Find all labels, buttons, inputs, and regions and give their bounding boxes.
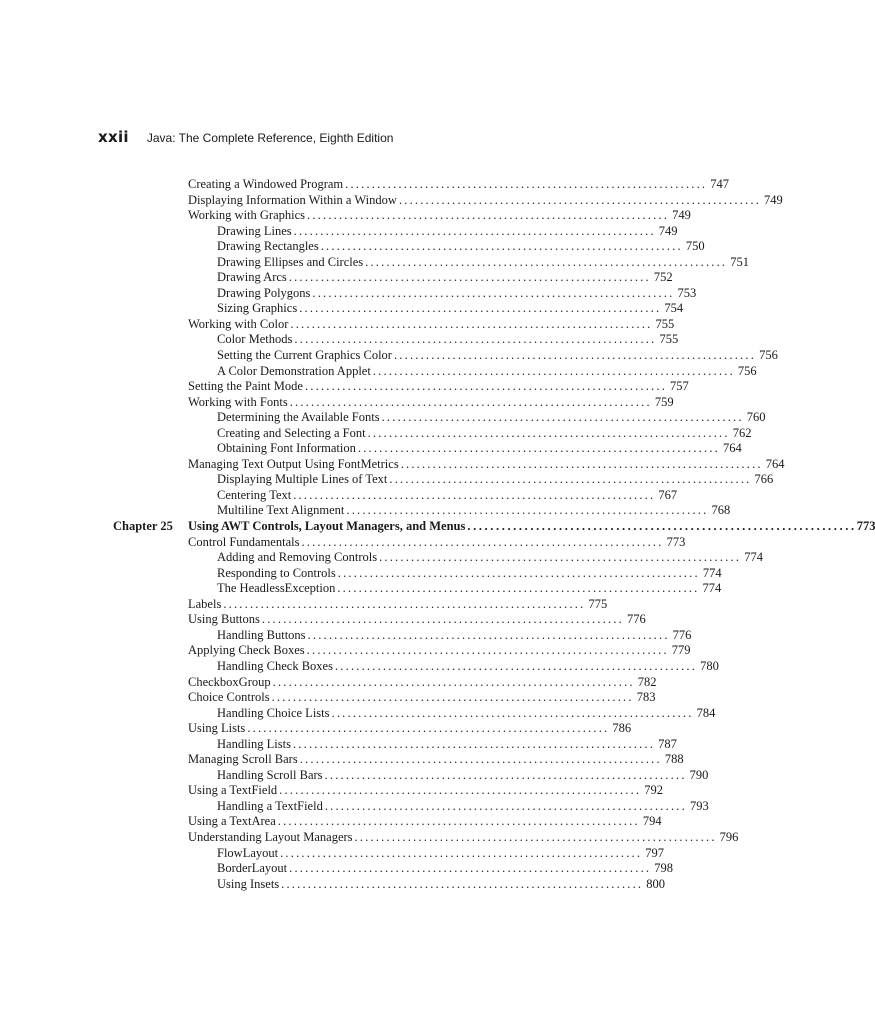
dot-leader: .................................................................... bbox=[281, 876, 644, 891]
dot-leader: .................................................................... bbox=[346, 503, 709, 518]
toc-row bbox=[0, 581, 792, 597]
entry-title: Handling a TextField bbox=[217, 798, 323, 813]
dot-leader: .................................................................... bbox=[306, 643, 669, 658]
toc-row bbox=[0, 224, 792, 240]
toc-row bbox=[0, 457, 792, 473]
entry-page-number: 798 bbox=[654, 861, 673, 876]
entry-page-number: 774 bbox=[702, 581, 722, 596]
entry-title: Multiline Text Alignment bbox=[217, 503, 345, 518]
entry-page-number: 764 bbox=[722, 441, 742, 456]
entry-page-number: 751 bbox=[730, 254, 750, 269]
toc-row bbox=[0, 426, 792, 442]
entry-title: Using a TextField bbox=[188, 783, 278, 798]
entry-title: Understanding Layout Managers bbox=[188, 829, 353, 844]
toc-row bbox=[0, 270, 792, 286]
toc-entry bbox=[188, 177, 729, 193]
toc-entry bbox=[188, 829, 739, 846]
entry-page-number: 754 bbox=[664, 301, 684, 316]
entry-title: Creating and Selecting a Font bbox=[217, 425, 366, 440]
dot-leader: .................................................................... bbox=[389, 472, 752, 487]
dot-leader: .................................................................... bbox=[379, 550, 742, 565]
dot-leader: .................................................................... bbox=[345, 177, 708, 191]
toc-row bbox=[0, 768, 792, 784]
entry-page-number: 790 bbox=[689, 767, 709, 782]
entry-page-number: 773 bbox=[856, 519, 875, 534]
toc-entry bbox=[217, 798, 709, 815]
toc-row bbox=[0, 846, 792, 862]
entry-page-number: 753 bbox=[677, 285, 697, 300]
entry-title: Setting the Paint Mode bbox=[188, 379, 303, 394]
entry-page-number: 786 bbox=[612, 721, 632, 736]
toc-row bbox=[0, 379, 792, 395]
dot-leader: .................................................................... bbox=[400, 456, 763, 471]
toc-entry bbox=[217, 705, 716, 722]
entry-page-number: 782 bbox=[637, 674, 657, 689]
entry-page-number: 776 bbox=[627, 612, 646, 627]
entry-title: A Color Demonstration Applet bbox=[217, 363, 371, 378]
dot-leader: .................................................................... bbox=[279, 783, 642, 798]
entry-title: Determining the Available Fonts bbox=[217, 410, 380, 425]
entry-page-number: 755 bbox=[655, 316, 675, 331]
toc-entry bbox=[188, 596, 608, 613]
toc-entry bbox=[217, 441, 742, 457]
toc-entry bbox=[217, 348, 778, 364]
dot-leader: .................................................................... bbox=[324, 798, 687, 813]
toc-entry bbox=[217, 472, 774, 488]
toc-entry bbox=[188, 814, 662, 830]
toc-row bbox=[0, 737, 792, 753]
entry-page-number: 756 bbox=[759, 348, 778, 363]
toc-entry bbox=[217, 658, 719, 675]
toc-entry bbox=[217, 581, 722, 597]
toc-row bbox=[0, 488, 792, 504]
toc-entry bbox=[188, 752, 684, 768]
toc-row bbox=[0, 690, 792, 706]
entry-title: Handling Buttons bbox=[217, 627, 306, 642]
chapter-entry bbox=[188, 519, 875, 535]
chapter-label: Chapter 25 bbox=[113, 519, 173, 534]
entry-title: Centering Text bbox=[217, 487, 292, 502]
entry-page-number: 800 bbox=[646, 876, 666, 891]
entry-page-number: 749 bbox=[658, 223, 678, 238]
entry-title: Drawing Polygons bbox=[217, 285, 311, 300]
dot-leader: .................................................................... bbox=[294, 332, 657, 347]
entry-title: Drawing Ellipses and Circles bbox=[217, 254, 364, 269]
entry-page-number: 784 bbox=[696, 705, 716, 720]
toc-row bbox=[0, 317, 792, 333]
toc-entry bbox=[188, 783, 664, 799]
entry-title: Working with Color bbox=[188, 316, 289, 331]
entry-title: Handling Check Boxes bbox=[217, 658, 333, 673]
dot-leader: .................................................................... bbox=[324, 767, 687, 782]
dot-leader: .................................................................... bbox=[272, 674, 635, 689]
toc-row bbox=[0, 799, 792, 815]
entry-page-number: 767 bbox=[658, 487, 678, 502]
toc-entry bbox=[217, 301, 684, 317]
dot-leader: .................................................................... bbox=[293, 223, 656, 238]
toc-entry bbox=[217, 627, 692, 644]
toc-entry bbox=[188, 690, 656, 706]
toc-entry bbox=[188, 394, 674, 411]
toc-row bbox=[0, 830, 792, 846]
dot-leader: .................................................................... bbox=[301, 534, 664, 549]
entry-page-number: 793 bbox=[689, 798, 709, 813]
toc-entry bbox=[217, 767, 709, 784]
entry-title: Applying Check Boxes bbox=[188, 643, 305, 658]
toc-row bbox=[0, 643, 792, 659]
entry-page-number: 759 bbox=[654, 394, 674, 409]
entry-page-number: 749 bbox=[672, 208, 691, 223]
toc-entry bbox=[188, 612, 646, 628]
entry-title: Working with Fonts bbox=[188, 394, 288, 409]
toc-row bbox=[0, 535, 792, 551]
entry-page-number: 760 bbox=[746, 410, 766, 425]
toc-row bbox=[0, 628, 792, 644]
entry-page-number: 752 bbox=[653, 270, 673, 285]
entry-title: Displaying Multiple Lines of Text bbox=[217, 472, 388, 487]
dot-leader: .................................................................... bbox=[337, 565, 700, 580]
toc-row bbox=[0, 550, 792, 566]
entry-title: Color Methods bbox=[217, 332, 293, 347]
entry-title: Control Fundamentals bbox=[188, 534, 300, 549]
entry-page-number: 783 bbox=[636, 690, 656, 705]
entry-title: The HeadlessException bbox=[217, 581, 336, 596]
toc-entry bbox=[217, 550, 763, 566]
table-of-contents bbox=[0, 177, 875, 892]
entry-page-number: 775 bbox=[588, 596, 608, 611]
entry-title: CheckboxGroup bbox=[188, 674, 271, 689]
dot-leader: .................................................................... bbox=[381, 410, 744, 425]
entry-page-number: 787 bbox=[658, 736, 677, 751]
toc-row bbox=[0, 208, 792, 224]
toc-row bbox=[0, 301, 792, 317]
toc-row bbox=[0, 612, 792, 628]
entry-page-number: 797 bbox=[645, 845, 664, 860]
toc-entry bbox=[217, 425, 752, 442]
entry-title: Adding and Removing Controls bbox=[217, 550, 378, 565]
toc-entry bbox=[217, 487, 678, 504]
entry-title: Using AWT Controls, Layout Managers, and Menus bbox=[188, 519, 466, 534]
toc-entry bbox=[217, 363, 757, 380]
entry-title: Handling Scroll Bars bbox=[217, 767, 323, 782]
running-header bbox=[98, 128, 393, 147]
entry-page-number: 768 bbox=[711, 503, 731, 518]
toc-row bbox=[0, 783, 792, 799]
dot-leader: .................................................................... bbox=[290, 316, 653, 331]
entry-title: Responding to Controls bbox=[217, 565, 336, 580]
toc-row bbox=[0, 332, 792, 348]
dot-leader: .................................................................... bbox=[365, 254, 728, 269]
entry-page-number: 794 bbox=[642, 814, 662, 829]
toc-row bbox=[0, 706, 792, 722]
toc-row bbox=[0, 877, 792, 893]
entry-page-number: 796 bbox=[719, 829, 739, 844]
entry-page-number: 747 bbox=[710, 177, 729, 191]
toc-entry bbox=[217, 239, 705, 255]
entry-title: Creating a Windowed Program bbox=[188, 177, 344, 191]
toc-entry bbox=[217, 503, 731, 519]
dot-leader: .................................................................... bbox=[261, 612, 624, 627]
entry-title: Sizing Graphics bbox=[217, 301, 298, 316]
toc-row bbox=[0, 364, 792, 380]
entry-page-number: 749 bbox=[764, 192, 783, 207]
toc-row bbox=[0, 675, 792, 691]
entry-title: Managing Text Output Using FontMetrics bbox=[188, 456, 399, 471]
entry-title: FlowLayout bbox=[217, 845, 279, 860]
entry-title: Using Lists bbox=[188, 721, 246, 736]
entry-page-number: 779 bbox=[671, 643, 691, 658]
toc-entry bbox=[217, 861, 673, 877]
toc-row bbox=[0, 177, 792, 193]
toc-row bbox=[0, 814, 792, 830]
toc-entry bbox=[188, 456, 785, 473]
toc-row bbox=[0, 566, 792, 582]
dot-leader: .................................................................... bbox=[334, 658, 698, 673]
entry-title: Setting the Current Graphics Color bbox=[217, 348, 392, 363]
toc-entry bbox=[188, 379, 689, 395]
toc-row bbox=[0, 348, 792, 364]
entry-page-number: 780 bbox=[700, 658, 719, 673]
toc-row bbox=[0, 255, 792, 271]
entry-title: Displaying Information Within a Window bbox=[188, 192, 397, 207]
toc-entry bbox=[217, 270, 673, 286]
entry-title: Handling Choice Lists bbox=[217, 705, 330, 720]
entry-page-number: 762 bbox=[732, 425, 752, 440]
entry-title: Labels bbox=[188, 596, 222, 611]
toc-row bbox=[0, 721, 792, 737]
entry-page-number: 755 bbox=[659, 332, 679, 347]
toc-row bbox=[0, 193, 792, 209]
entry-page-number: 756 bbox=[737, 363, 757, 378]
entry-title: Choice Controls bbox=[188, 690, 270, 705]
dot-leader: .................................................................... bbox=[354, 829, 717, 844]
toc-entry bbox=[217, 565, 722, 582]
entry-title: Using Insets bbox=[217, 876, 280, 891]
dot-leader: .................................................................... bbox=[223, 596, 586, 611]
entry-title: Using Buttons bbox=[188, 612, 260, 627]
toc-row bbox=[0, 286, 792, 302]
toc-entry bbox=[188, 534, 686, 551]
toc-entry bbox=[217, 410, 766, 426]
entry-page-number: 774 bbox=[702, 565, 722, 580]
toc-entry bbox=[217, 285, 697, 302]
page-number: xxii bbox=[98, 128, 129, 146]
dot-leader: .................................................................... bbox=[299, 301, 662, 316]
dot-leader: .................................................................... bbox=[271, 690, 634, 705]
entry-page-number: 764 bbox=[765, 456, 785, 471]
entry-page-number: 774 bbox=[744, 550, 763, 565]
toc-entry bbox=[188, 643, 691, 659]
toc-entry bbox=[217, 254, 750, 271]
entry-title: Using a TextArea bbox=[188, 814, 276, 829]
dot-leader: .................................................................... bbox=[289, 394, 652, 409]
dot-leader: .................................................................... bbox=[331, 705, 694, 720]
dot-leader: .................................................................... bbox=[247, 721, 610, 736]
dot-leader: .................................................................... bbox=[307, 627, 670, 642]
entry-title: Handling Lists bbox=[217, 736, 291, 751]
dot-leader: .................................................................... bbox=[337, 581, 700, 596]
entry-page-number: 776 bbox=[672, 627, 692, 642]
toc-entry bbox=[217, 332, 679, 348]
entry-title: Obtaining Font Information bbox=[217, 441, 356, 456]
toc-entry bbox=[217, 223, 678, 240]
book-title: Java: The Complete Reference, Eighth Edition bbox=[146, 131, 394, 145]
dot-leader: .................................................................... bbox=[372, 363, 735, 378]
entry-title: Working with Graphics bbox=[188, 208, 306, 223]
dot-leader: .................................................................... bbox=[312, 285, 675, 300]
toc-row bbox=[0, 395, 792, 411]
dot-leader: .................................................................... bbox=[467, 519, 857, 534]
entry-page-number: 773 bbox=[666, 534, 686, 549]
toc-row bbox=[0, 441, 792, 457]
dot-leader: .................................................................... bbox=[280, 845, 643, 860]
entry-title: Drawing Rectangles bbox=[217, 239, 319, 254]
dot-leader: .................................................................... bbox=[289, 861, 652, 876]
toc-chapter-row bbox=[0, 519, 875, 535]
toc-row bbox=[0, 503, 792, 519]
toc-row bbox=[0, 659, 792, 675]
toc-entry bbox=[217, 876, 666, 893]
toc-row bbox=[0, 861, 792, 877]
dot-leader: .................................................................... bbox=[288, 270, 651, 285]
toc-row bbox=[0, 597, 792, 613]
entry-title: BorderLayout bbox=[217, 861, 288, 876]
entry-title: Managing Scroll Bars bbox=[188, 752, 298, 767]
entry-page-number: 792 bbox=[644, 783, 664, 798]
dot-leader: .................................................................... bbox=[299, 752, 662, 767]
dot-leader: .................................................................... bbox=[398, 192, 762, 207]
dot-leader: .................................................................... bbox=[277, 814, 640, 829]
toc-entry bbox=[188, 674, 657, 691]
toc-row bbox=[0, 472, 792, 488]
toc-row bbox=[0, 239, 792, 255]
toc-row bbox=[0, 410, 792, 426]
entry-page-number: 757 bbox=[670, 379, 689, 394]
entry-title: Drawing Lines bbox=[217, 223, 292, 238]
dot-leader: .................................................................... bbox=[293, 487, 656, 502]
toc-entry bbox=[188, 721, 632, 737]
entry-page-number: 766 bbox=[754, 472, 774, 487]
entry-title: Drawing Arcs bbox=[217, 270, 287, 285]
toc-entry bbox=[188, 192, 783, 209]
toc-entry bbox=[188, 208, 691, 224]
dot-leader: .................................................................... bbox=[307, 208, 670, 223]
dot-leader: .................................................................... bbox=[357, 441, 720, 456]
toc-entry bbox=[217, 736, 677, 753]
toc-entry bbox=[188, 316, 675, 333]
dot-leader: .................................................................... bbox=[320, 239, 683, 254]
dot-leader: .................................................................... bbox=[304, 379, 668, 394]
toc-row bbox=[0, 752, 792, 768]
dot-leader: .................................................................... bbox=[393, 348, 757, 363]
dot-leader: .................................................................... bbox=[292, 736, 656, 751]
entry-page-number: 788 bbox=[664, 752, 684, 767]
toc-entry bbox=[217, 845, 664, 862]
dot-leader: .................................................................... bbox=[367, 425, 730, 440]
entry-page-number: 750 bbox=[685, 239, 705, 254]
